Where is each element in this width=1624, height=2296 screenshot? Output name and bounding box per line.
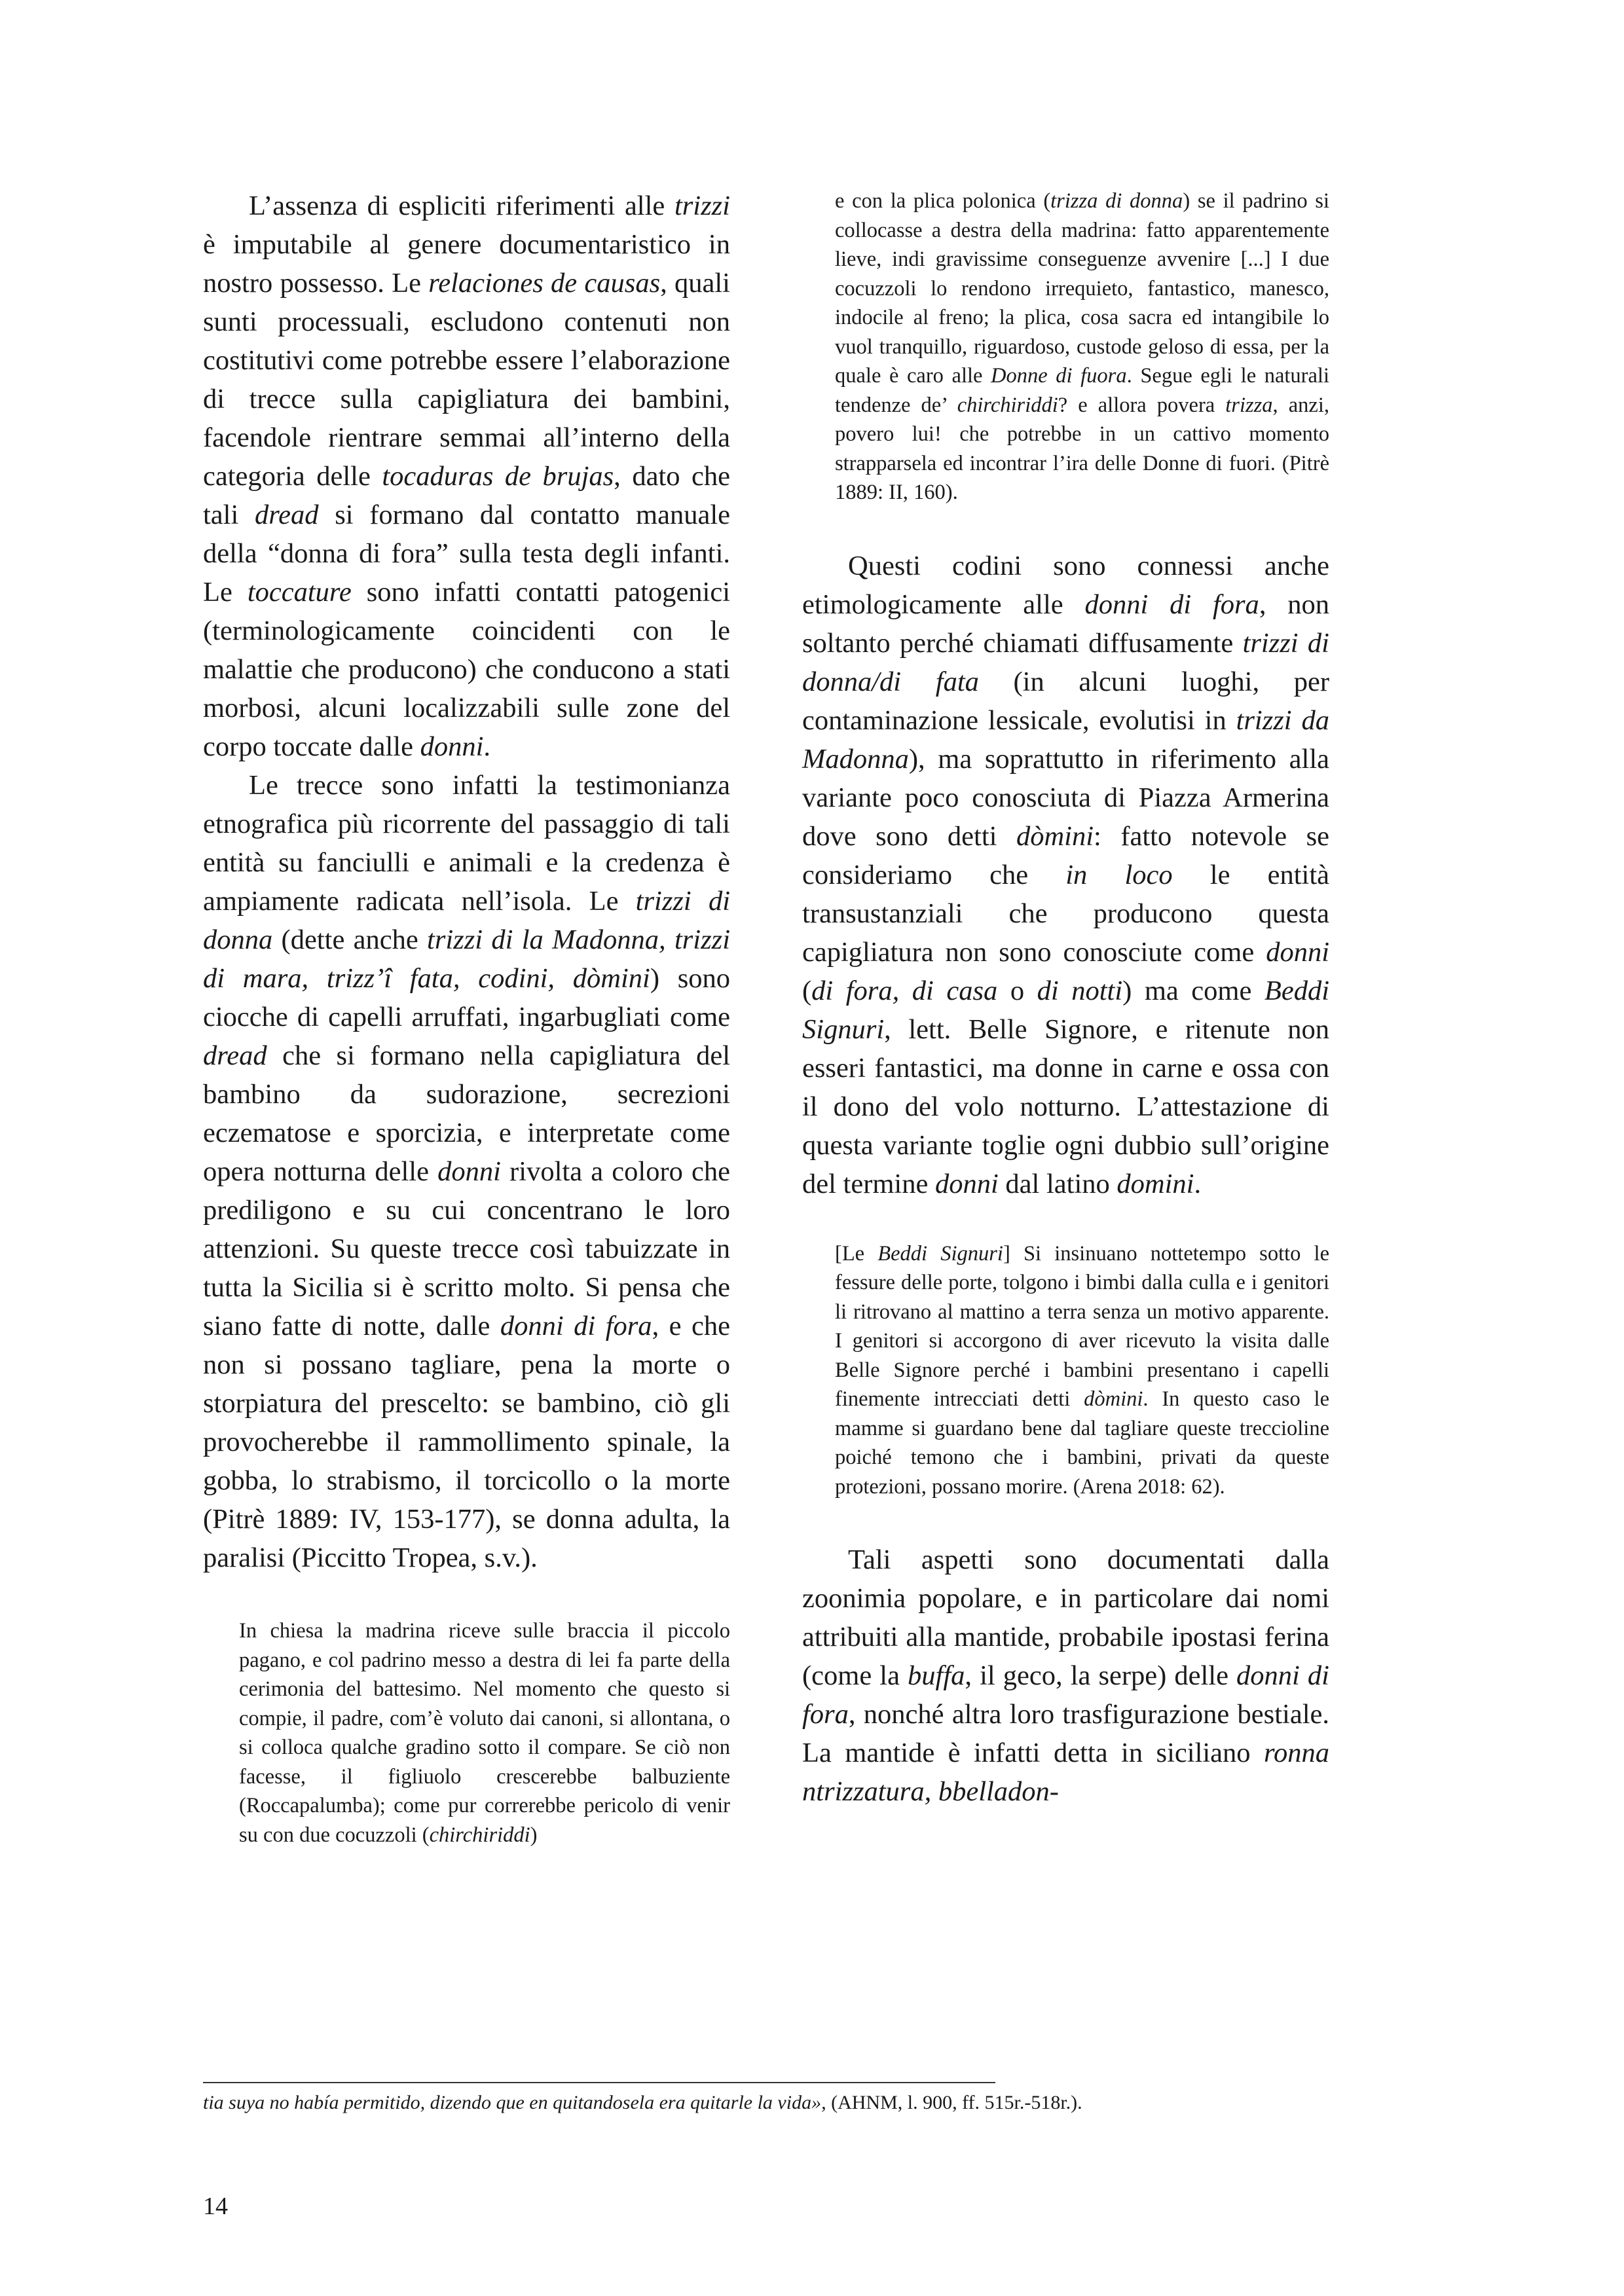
paragraph-1: L’assenza di espliciti riferimenti alle trizzi è imputabile al genere documentaristico in nostro possesso. Le relaciones de causas, quali sunti processuali, escludono contenuti non costitutivi come potrebbe essere l’elaborazione di trecce sulla capigliatura dei bambini, facendole rientrare semmai all’interno della categoria delle tocaduras de brujas, dato che tali dread si formano dal contatto manuale della “donna di fora” sulla testa degli infanti. Le toccature sono infatti contatti patogenici (terminologicamente coincidenti con le malattie che producono) che conducono a stati morbosi, alcuni localizzabili sulle zone del corpo toccate dalle donni. [203, 191, 730, 762]
paragraph-3: Questi codini sono connessi anche etimologicamente alle donni di fora, non soltanto perché chiamati diffusamente trizzi di donna/di fata (in alcuni luoghi, per contaminazione lessicale, evolutisi in trizzi da Madonna), ma soprattutto in riferimento alla variante poco conosciuta di Piazza Armerina dove sono detti dòmini: fatto notevole se consideriamo che in loco le entità transustanziali che producono questa capigliatura non sono conosciute come donni (di fora, di casa o di notti) ma come Beddi Signuri, lett. Belle Signore, e ritenute non esseri fantastici, ma donne in carne e ossa con il dono del volo notturno. L’attestazione di questa variante toglie ogni dubbio sull’origine del termine donni dal latino domini. [802, 550, 1330, 1199]
block-quote-pitre-baptism: In chiesa la madrina riceve sulle braccia il piccolo pagano, e col padrino messo a destra di lei fa parte della cerimonia del battesimo. Nel momento che questo si compie, il padre, com’è voluto dai canoni, si allontana, o si colloca qualche gradino sotto il compare. Se ciò non facesse, il figliuolo crescerebbe balbuziente (Roccapalumba); come pur correrebbe pericolo di venir su con due cocuzzoli (chirchiriddi) [239, 1619, 730, 1847]
left-column [203, 187, 730, 1850]
footnote-separator [203, 2082, 995, 2083]
footnote: tia suya no había permitido, dizendo que en quitandosela era quitarle la vida», (AHNM, l. 900, ff. 515r.-518r.). [203, 2092, 1082, 2113]
block-quote-arena: [Le Beddi Signuri] Si insinuano nottetempo sotto le fessure delle porte, tolgono i bimbi dalla culla e i genitori li ritrovano al mattino a terra senza un motivo apparente. I genitori si accorgono di aver ricevuto la visita dalle Belle Signore perché i bambini presentano i capelli finemente intrecciati detti dòmini. In questo caso le mamme si guardano bene dal tagliare queste treccioline poiché temono che i bambini, privati da queste protezioni, possano morire. (Arena 2018: 62). [835, 1241, 1329, 1499]
paragraph-2: Le trecce sono infatti la testimonianza etnografica più ricorrente del passaggio di tali entità su fanciulli e animali e la credenza è ampiamente radicata nell’isola. Le trizzi di donna (dette anche trizzi di la Madonna, trizzi di mara, trizz’î fata, codini, dòmini) sono ciocche di capelli arruffati, ingarbugliati come dread che si formano nella capigliatura del bambino da sudorazione, secrezioni eczematose e sporcizia, e interpretate come opera notturna delle donni rivolta a coloro che prediligono e su cui concentrano le loro attenzioni. Su queste trecce così tabuizzate in tutta la Sicilia si è scritto molto. Si pensa che siano fatte di notte, dalle donni di fora, e che non si possano tagliare, pena la morte o storpiatura del prescelto: se bambino, ciò gli provocherebbe il rammollimento spinale, la gobba, lo strabismo, il torcicollo o la morte (Pitrè 1889: IV, 153-177), se donna adulta, la paralisi (Piccitto Tropea, s.v.). [203, 770, 731, 1573]
right-column [802, 187, 1329, 1811]
block-quote-continued: e con la plica polonica (trizza di donna) se il padrino si collocasse a destra della madrina: fatto apparentemente lieve, indi gravissime conseguenze avvenire [...] I due cocuzzoli lo rendono irrequieto, fantastico, manesco, indocile al freno; la plica, cosa sacra ed intangibile lo vuol tranquillo, riguardoso, custode geloso di essa, per la quale è caro alle Donne di fuora. Segue egli le naturali tendenze de’ chirchiriddi? e allora povera trizza, anzi, povero lui! che potrebbe in un cattivo momento strapparsela ed incontrar l’ira delle Donne di fuori. (Pitrè 1889: II, 160). [835, 189, 1329, 504]
paragraph-4: Tali aspetti sono documentati dalla zoonimia popolare, e in particolare dai nomi attribuiti alla mantide, probabile ipostasi ferina (come la buffa, il geco, la serpe) delle donni di fora, nonché altra loro trasfigurazione bestiale. La mantide è infatti detta in siciliano ronna ntrizzatura, bbelladon- [802, 1544, 1329, 1807]
page-number: 14 [203, 2193, 228, 2220]
